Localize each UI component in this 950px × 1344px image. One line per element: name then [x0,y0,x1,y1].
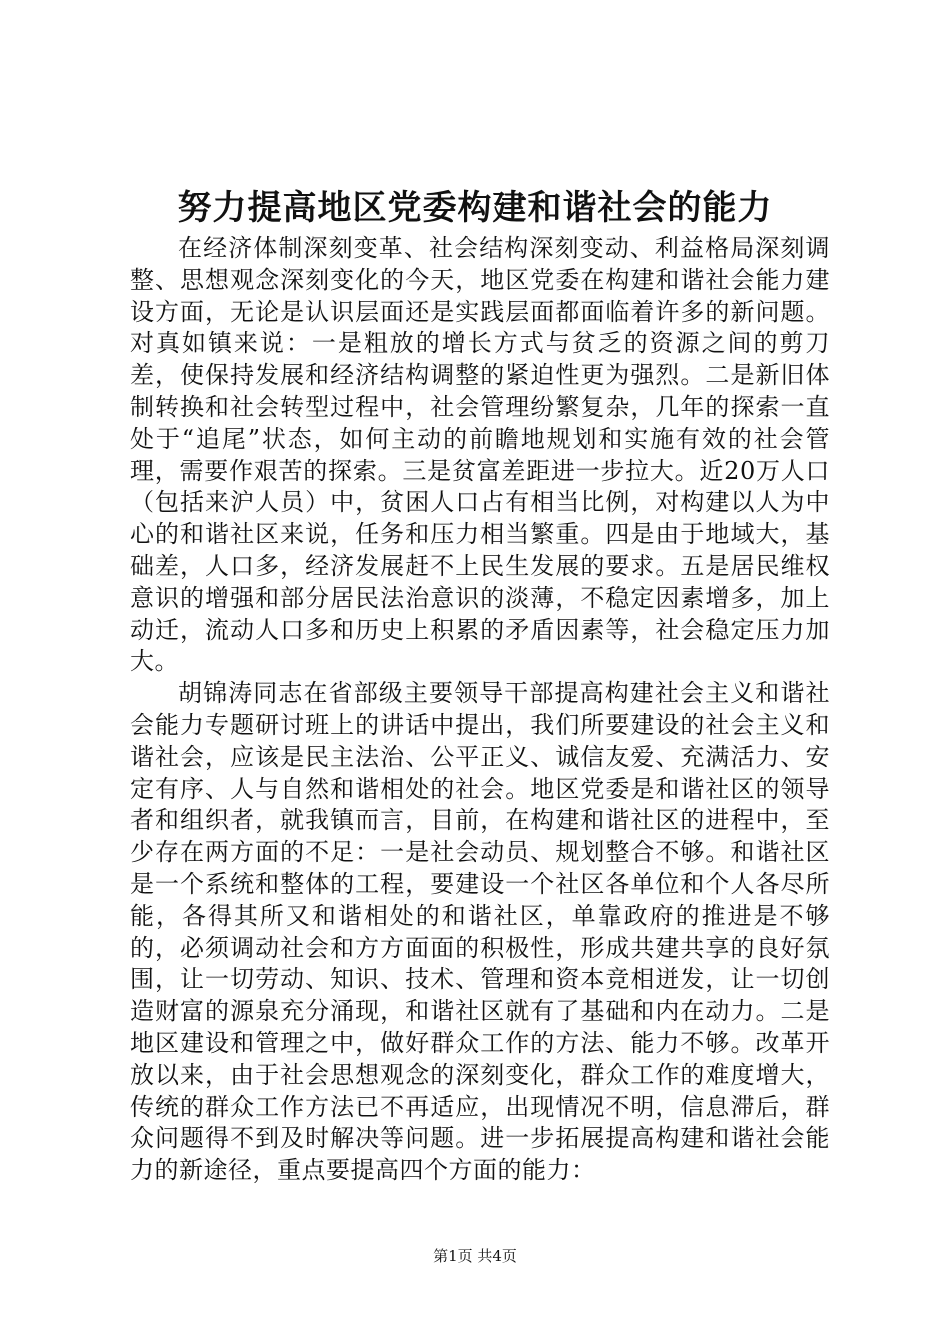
document-body [130,233,830,1187]
paragraph-2: 胡锦涛同志在省部级主要领导干部提高构建社会主义和谐社会能力专题研讨班上的讲话中提出，我们所要建设的社会主义和谐社会，应该是民主法治、公平正义、诚信友爱、充满活力、安定有序、人与自然和谐相处的社会。地区党委是和谐社区的领导者和组织者，就我镇而言，目前，在构建和谐社区的进程中，至少存在两方面的不足：一是社会动员、规划整合不够。和谐社区是一个系统和整体的工程，要建设一个社区各单位和个人各尽所能，各得其所又和谐相处的和谐社区，单靠政府的推进是不够的，必须调动社会和方方面面的积极性，形成共建共享的良好氛围，让一切劳动、知识、技术、管理和资本竞相迸发，让一切创造财富的源泉充分涌现，和谐社区就有了基础和内在动力。二是地区建设和管理之中，做好群众工作的方法、能力不够。改革开放以来，由于社会思想观念的深刻变化，群众工作的难度增大，传统的群众工作方法已不再适应，出现情况不明，信息滞后，群众问题得不到及时解决等问题。进一步拓展提高构建和谐社会能力的新途径，重点要提高四个方面的能力： [130,679,830,1185]
paragraph-1: 在经济体制深刻变革、社会结构深刻变动、利益格局深刻调整、思想观念深刻变化的今天，地区党委在构建和谐社会能力建设方面，无论是认识层面还是实践层面都面临着许多的新问题。对真如镇来说：一是粗放的增长方式与贫乏的资源之间的剪刀差，使保持发展和经济结构调整的紧迫性更为强烈。二是新旧体制转换和社会转型过程中，社会管理纷繁复杂，几年的探索一直处于“追尾”状态，如何主动的前瞻地规划和实施有效的社会管理，需要作艰苦的探索。三是贫富差距进一步拉大。近20万人口（包括来沪人员）中，贫困人口占有相当比例，对构建以人为中心的和谐社区来说，任务和压力相当繁重。四是由于地域大，基础差，人口多，经济发展赶不上民生发展的要求。五是居民维权意识的增强和部分居民法治意识的淡薄，不稳定因素增多，加上动迁，流动人口多和历史上积累的矛盾因素等，社会稳定压力加大。 [130,234,830,676]
document-title: 努力提高地区党委构建和谐社会的能力 [177,188,773,228]
page-footer: 第1页 共4页 [433,1247,517,1265]
